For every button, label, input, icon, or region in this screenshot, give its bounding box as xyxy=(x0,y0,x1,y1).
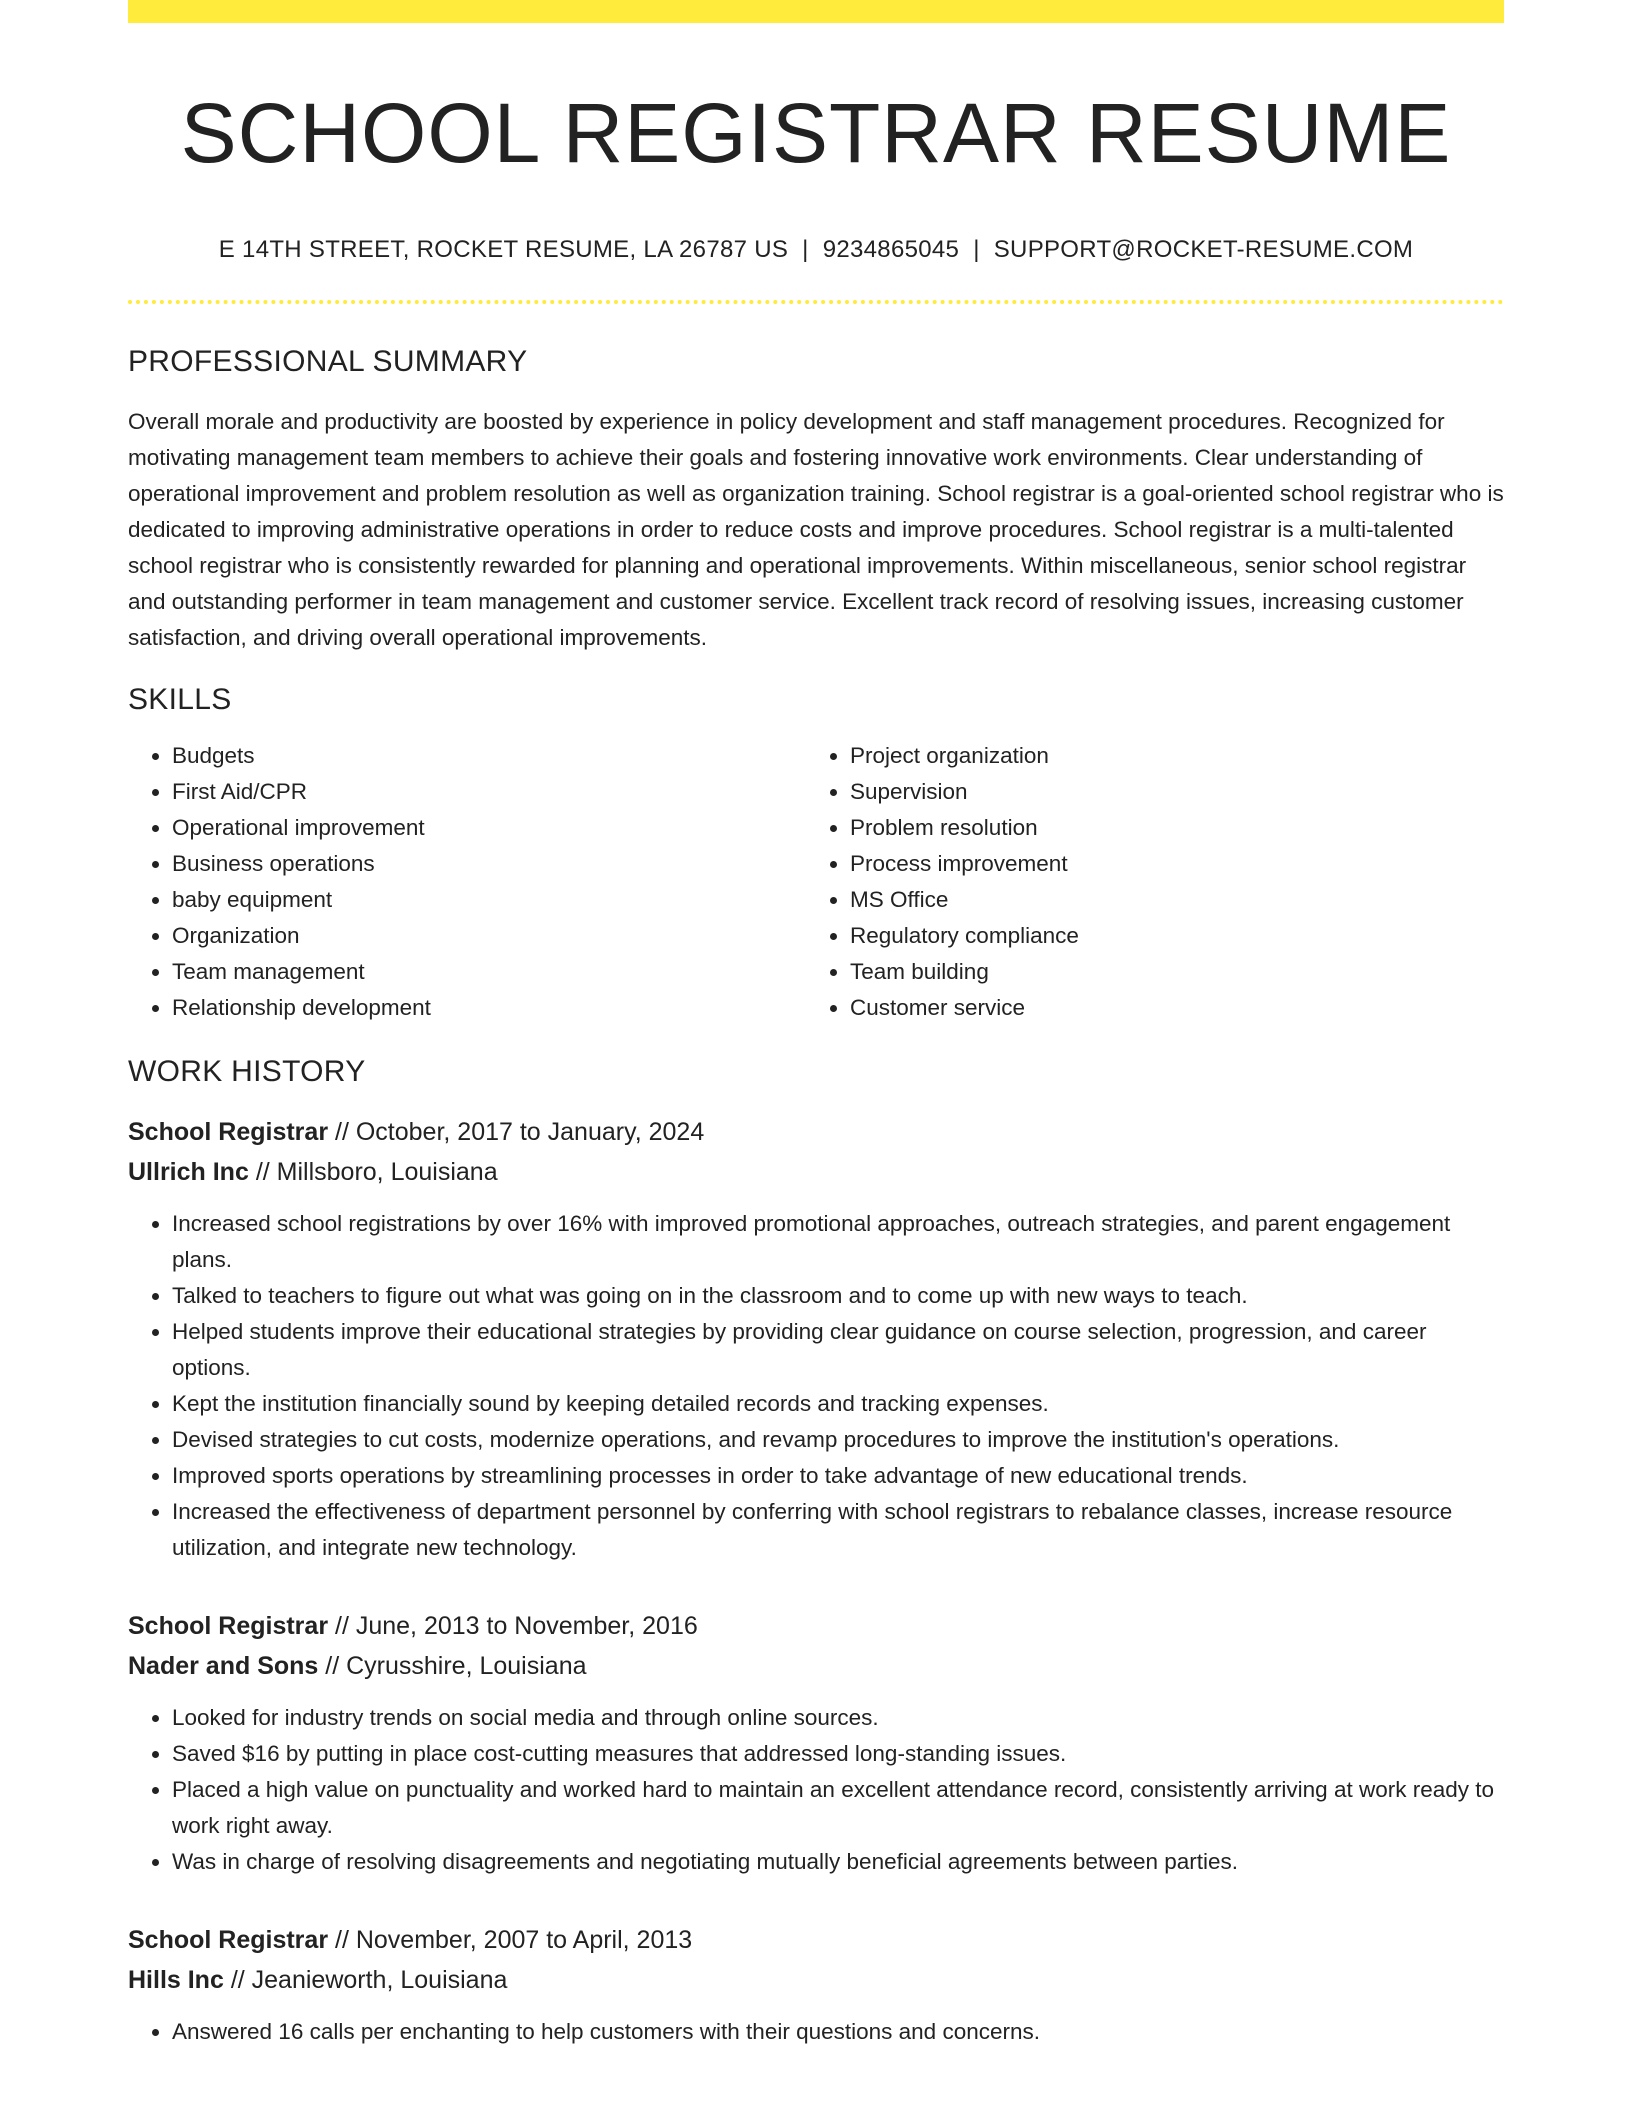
job-role-line xyxy=(128,1920,1504,1960)
contact-address: E 14TH STREET, ROCKET RESUME, LA 26787 US xyxy=(218,236,789,263)
job-company-line xyxy=(128,1152,1504,1192)
resume-title: SCHOOL REGISTRAR RESUME xyxy=(180,86,1452,180)
skill-item: • baby equipment xyxy=(172,882,806,918)
skills-list-left xyxy=(128,738,806,1026)
skill-item: • MS Office xyxy=(850,882,1484,918)
job-bullet: • Improved sports operations by streamlining processes in order to take advantage of new educational trends. xyxy=(172,1458,1504,1494)
job-role-line xyxy=(128,1112,1504,1152)
skills-list-right xyxy=(806,738,1484,1026)
job-location: // Millsboro, Louisiana xyxy=(248,1158,498,1186)
job-bullets xyxy=(128,2014,1504,2050)
skill-item: • Problem resolution xyxy=(850,810,1484,846)
job-bullet: • Talked to teachers to figure out what was going on in the classroom and to come up with new ways to teach. xyxy=(172,1278,1504,1314)
skill-item: • Team management xyxy=(172,954,806,990)
job-dates: // June, 2013 to November, 2016 xyxy=(328,1612,698,1640)
job-role-line xyxy=(128,1606,1504,1646)
job-company: Ullrich Inc xyxy=(128,1158,249,1186)
job-role: School Registrar xyxy=(128,1926,329,1954)
job-location: // Jeanieworth, Louisiana xyxy=(223,1966,508,1994)
job-bullet: • Helped students improve their educational strategies by providing clear guidance on course selection, progression, and career options. xyxy=(172,1314,1504,1386)
job-bullet: • Increased school registrations by over 16% with improved promotional approaches, outreach strategies, and parent engagement plans. xyxy=(172,1206,1504,1278)
dotted-divider xyxy=(128,300,1504,304)
job-bullet: • Looked for industry trends on social media and through online sources. xyxy=(172,1700,1504,1736)
job-company: Hills Inc xyxy=(128,1966,224,1994)
job-entry xyxy=(128,1920,1504,2050)
job-bullet: • Devised strategies to cut costs, modernize operations, and revamp procedures to improve the institution's operations. xyxy=(172,1422,1504,1458)
skills-heading: SKILLS xyxy=(128,683,232,716)
job-role: School Registrar xyxy=(128,1612,329,1640)
contact-separator: | xyxy=(802,236,809,263)
resume-page xyxy=(128,0,1504,2050)
job-company-line xyxy=(128,1646,1504,1686)
skills-grid xyxy=(128,738,1504,1026)
skill-item: • Organization xyxy=(172,918,806,954)
job-entry xyxy=(128,1112,1504,1566)
skill-item: • Customer service xyxy=(850,990,1484,1026)
job-bullet: • Answered 16 calls per enchanting to help customers with their questions and concerns. xyxy=(172,2014,1504,2050)
job-bullets xyxy=(128,1700,1504,1880)
job-bullet: • Increased the effectiveness of department personnel by conferring with school registrars to rebalance classes, increase resource utilization, and integrate new technology. xyxy=(172,1494,1504,1566)
summary-text: Overall morale and productivity are boosted by experience in policy development and staff management procedures. Recognized for motivating management team members to achieve their goals and fostering innovative work environments. Clear understanding of operational improvement and problem resolution as well as organization training. School registrar is a goal-oriented school registrar who is dedicated to improving administrative operations in order to reduce costs and improve procedures. School registrar is a multi-talented school registrar who is consistently rewarded for planning and operational improvements. Within miscellaneous, senior school registrar and outstanding performer in team management and customer service. Excellent track record of resolving issues, increasing customer satisfaction, and driving overall operational improvements. xyxy=(128,409,1504,650)
skill-item: • Supervision xyxy=(850,774,1484,810)
job-bullet: • Saved $16 by putting in place cost-cutting measures that addressed long-standing issues. xyxy=(172,1736,1504,1772)
skill-item: • Relationship development xyxy=(172,990,806,1026)
job-bullet: • Placed a high value on punctuality and worked hard to maintain an excellent attendance record, consistently arriving at work ready to work right away. xyxy=(172,1772,1504,1844)
job-bullets xyxy=(128,1206,1504,1566)
skill-item: • Process improvement xyxy=(850,846,1484,882)
job-dates: // November, 2007 to April, 2013 xyxy=(328,1926,693,1954)
job-dates: // October, 2017 to January, 2024 xyxy=(328,1118,705,1146)
job-location: // Cyrusshire, Louisiana xyxy=(318,1652,587,1680)
skill-item: • Regulatory compliance xyxy=(850,918,1484,954)
contact-separator: | xyxy=(973,236,980,263)
skill-item: • Team building xyxy=(850,954,1484,990)
job-bullet: • Was in charge of resolving disagreements and negotiating mutually beneficial agreements between parties. xyxy=(172,1844,1504,1880)
job-bullet: • Kept the institution financially sound by keeping detailed records and tracking expenses. xyxy=(172,1386,1504,1422)
skill-item: • First Aid/CPR xyxy=(172,774,806,810)
summary-heading: PROFESSIONAL SUMMARY xyxy=(128,345,528,378)
job-entry xyxy=(128,1606,1504,1880)
work-history-heading: WORK HISTORY xyxy=(128,1055,366,1088)
skill-item: • Business operations xyxy=(172,846,806,882)
contact-email: SUPPORT@ROCKET-RESUME.COM xyxy=(993,236,1414,263)
contact-phone: 9234865045 xyxy=(822,236,960,263)
contact-line xyxy=(128,235,1504,265)
job-company: Nader and Sons xyxy=(128,1652,319,1680)
skill-item: • Operational improvement xyxy=(172,810,806,846)
skill-item: • Project organization xyxy=(850,738,1484,774)
job-role: School Registrar xyxy=(128,1118,329,1146)
job-company-line xyxy=(128,1960,1504,2000)
skill-item: • Budgets xyxy=(172,738,806,774)
accent-top-bar xyxy=(128,0,1504,23)
